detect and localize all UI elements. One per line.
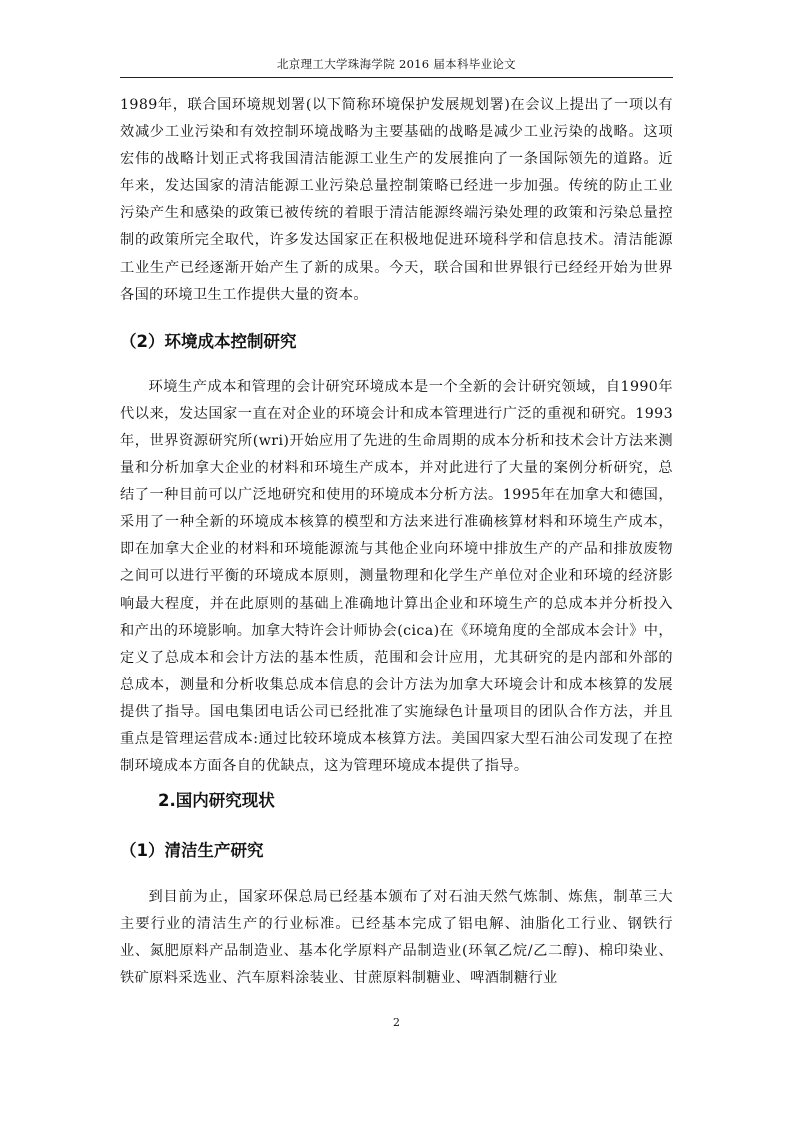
paragraph-clean-production: 到目前为止，国家环保总局已经基本颁布了对石油天然气炼制、炼焦，制革三大主要行业的清洁生产的行业标准。已经基本完成了铝电解、油脂化工行业、钢铁行业、氮肥原料产品制造业、基本化学原料产品制造业(环氧乙烷/乙二醇)、棉印染业、铁矿原料采选业、汽车原料涂装业、甘蔗原料制糖业、啤酒制糖行业	[120, 889, 673, 987]
heading-clean-production: （1）清洁生产研究	[120, 841, 264, 861]
heading-domestic-status: 2.国内研究现状	[158, 791, 275, 811]
paragraph-environmental-cost: 环境生产成本和管理的会计研究环境成本是一个全新的会计研究领域，自1990年代以来，发达国家一直在对企业的环境会计和成本管理进行广泛的重视和研究。1993年，世界资源研究所(wri)开始应用了先进的生命周期的成本分析和技术会计方法来测量和分析加拿大企业的材料和环境生产成本，并对此进行了大量的案例分析研究，总结了一种目前可以广泛地研究和使用的环境成本分析方法。1995年在加拿大和德国，采用了一种全新的环境成本核算的模型和方法来进行准确核算材料和环境生产成本，即在加拿大企业的材料和环境能源流与其他企业向环境中排放生产的产品和排放废物之间可以进行平衡的环境成本原则，测量物理和化学生产单位对企业和环境的经济影响最大程度，并在此原则的基础上准确地计算出企业和环境生产的总成本并分析投入和产出的环境影响。加拿大特许会计师协会(cica)在《环境角度的全部成本会计》中，定义了总成本和会计方法的基本性质，范围和会计应用，尤其研究的是内部和外部的总成本，测量和分析收集总成本信息的会计方法为加拿大环境会计和成本核算的发展提供了指导。国电集团电话公司已经批准了实施绿色计量项目的团队合作方法，并且重点是管理运营成本:通过比较环境成本核算方法。美国四家大型石油公司发现了在控制环境成本方面各自的优缺点，这为管理环境成本提供了指导。	[120, 378, 673, 775]
running-header: 北京理工大学珠海学院 2016 届本科毕业论文	[277, 57, 516, 71]
heading-environmental-cost: （2）环境成本控制研究	[120, 331, 297, 351]
page-body	[120, 92, 673, 993]
page-number: 2	[393, 1016, 400, 1029]
paragraph-intro: 1989年，联合国环境规划署(以下简称环境保护发展规划署)在会议上提出了一项以有效减少工业污染和有效控制环境战略为主要基础的战略是减少工业污染的战略。这项宏伟的战略计划正式将我国清洁能源工业生产的发展推向了一条国际领先的道路。近年来，发达国家的清洁能源工业污染总量控制策略已经进一步加强。传统的防止工业污染产生和感染的政策已被传统的着眼于清洁能源终端污染处理的政策和污染总量控制的政策所完全取代，许多发达国家正在积极地促进环境科学和信息技术。清洁能源工业生产已经逐渐开始产生了新的成果。今天，联合国和世界银行已经经开始为世界各国的环境卫生工作提供大量的资本。	[120, 97, 673, 303]
header-divider	[120, 77, 673, 78]
